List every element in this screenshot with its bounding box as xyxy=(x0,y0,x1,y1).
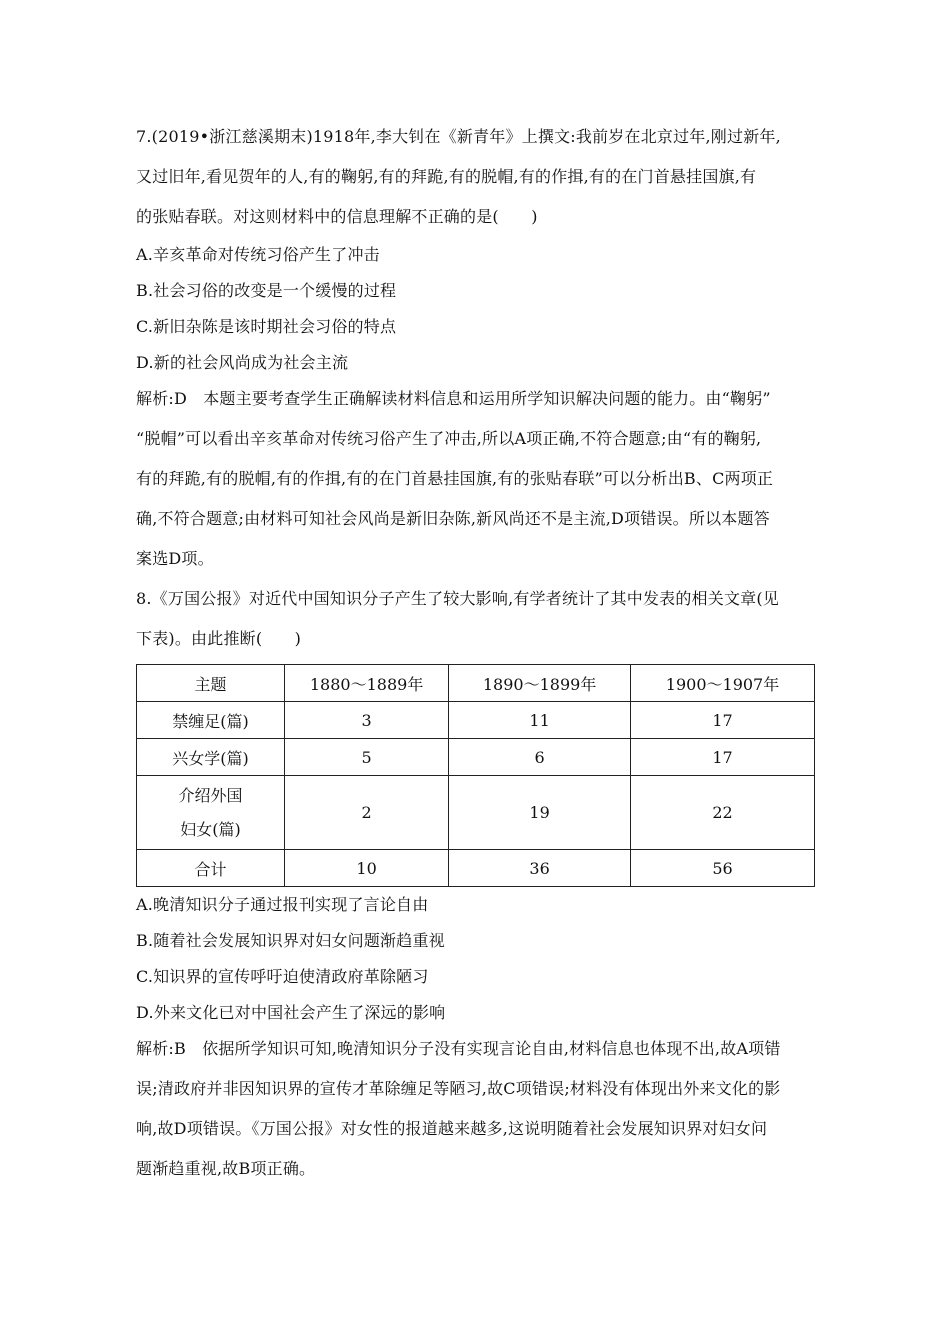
q8-analysis-line-3: 响,故D项错误。《万国公报》对女性的报道越来越多,这说明随着社会发展知识界对妇女问 xyxy=(136,1119,768,1138)
q7-analysis-line-1: 解析:D 本题主要考查学生正确解读材料信息和运用所学知识解决问题的能力。由“鞠躬” xyxy=(136,389,771,408)
q8-stem-line-1: 8.《万国公报》对近代中国知识分子产生了较大影响,有学者统计了其中发表的相关文章(见 xyxy=(136,589,779,608)
q7-analysis-line-3: 有的拜跪,有的脱帽,有的作揖,有的在门首悬挂国旗,有的张贴春联”可以分析出B、C两项正 xyxy=(136,469,774,488)
q7-option-c: C.新旧杂陈是该时期社会习俗的特点 xyxy=(136,317,397,336)
table-cell: 5 xyxy=(285,739,449,776)
q8-option-d: D.外来文化已对中国社会产生了深远的影响 xyxy=(136,1003,446,1022)
table-cell: 56 xyxy=(631,850,815,887)
table-cell: 22 xyxy=(631,776,815,850)
table-cell: 17 xyxy=(631,702,815,739)
table-cell: 36 xyxy=(449,850,631,887)
table-cell: 3 xyxy=(285,702,449,739)
table-header-row xyxy=(137,665,815,702)
table-header-cell: 1880～1889年 xyxy=(285,665,449,702)
table-cell: 17 xyxy=(631,739,815,776)
table-row-label-line: 妇女(篇) xyxy=(180,819,241,839)
q8-stem-line-2: 下表)。由此推断( ) xyxy=(136,629,302,648)
q8-option-b: B.随着社会发展知识界对妇女问题渐趋重视 xyxy=(136,931,445,950)
q7-analysis-line-2: “脱帽”可以看出辛亥革命对传统习俗产生了冲击,所以A项正确,不符合题意;由“有的鞠躬, xyxy=(136,429,762,448)
table-row xyxy=(137,776,815,850)
table-header-cell: 主题 xyxy=(137,665,285,702)
q7-stem-line-1: 7.(2019•浙江慈溪期末)1918年,李大钊在《新青年》上撰文:我前岁在北京过年,刚过新年, xyxy=(136,127,781,146)
q8-option-a: A.晚清知识分子通过报刊实现了言论自由 xyxy=(136,895,429,914)
q7-stem-line-2: 又过旧年,看见贺年的人,有的鞠躬,有的拜跪,有的脱帽,有的作揖,有的在门首悬挂国旗,有 xyxy=(136,167,757,186)
table-cell: 11 xyxy=(449,702,631,739)
q7-option-d: D.新的社会风尚成为社会主流 xyxy=(136,353,349,372)
table-cell: 19 xyxy=(449,776,631,850)
table-row-label: 兴女学(篇) xyxy=(137,739,285,776)
q7-option-a: A.辛亥革命对传统习俗产生了冲击 xyxy=(136,245,380,264)
q7-analysis-line-4: 确,不符合题意;由材料可知社会风尚是新旧杂陈,新风尚还不是主流,D项错误。所以本题答 xyxy=(136,509,770,528)
table-row xyxy=(137,850,815,887)
q7-stem-line-3: 的张贴春联。对这则材料中的信息理解不正确的是( ) xyxy=(136,207,538,226)
q7-analysis-line-5: 案选D项。 xyxy=(136,549,214,568)
table-cell: 2 xyxy=(285,776,449,850)
table-row-label: 合计 xyxy=(137,850,285,887)
q8-analysis-line-4: 题渐趋重视,故B项正确。 xyxy=(136,1159,316,1178)
q8-analysis-line-2: 误;清政府并非因知识界的宣传才革除缠足等陋习,故C项错误;材料没有体现出外来文化的影 xyxy=(136,1079,781,1098)
q8-analysis-line-1: 解析:B 依据所学知识可知,晚清知识分子没有实现言论自由,材料信息也体现不出,故A项错 xyxy=(136,1039,781,1058)
statistics-table xyxy=(136,664,815,887)
table-row-label xyxy=(137,776,285,850)
table-header-cell: 1890～1899年 xyxy=(449,665,631,702)
table-row-label: 禁缠足(篇) xyxy=(137,702,285,739)
table-row xyxy=(137,739,815,776)
q7-option-b: B.社会习俗的改变是一个缓慢的过程 xyxy=(136,281,397,300)
table-cell: 10 xyxy=(285,850,449,887)
table-row-label-line: 介绍外国 xyxy=(178,785,243,805)
table-row xyxy=(137,702,815,739)
table-cell: 6 xyxy=(449,739,631,776)
q8-option-c: C.知识界的宣传呼吁迫使清政府革除陋习 xyxy=(136,967,429,986)
table-header-cell: 1900～1907年 xyxy=(631,665,815,702)
